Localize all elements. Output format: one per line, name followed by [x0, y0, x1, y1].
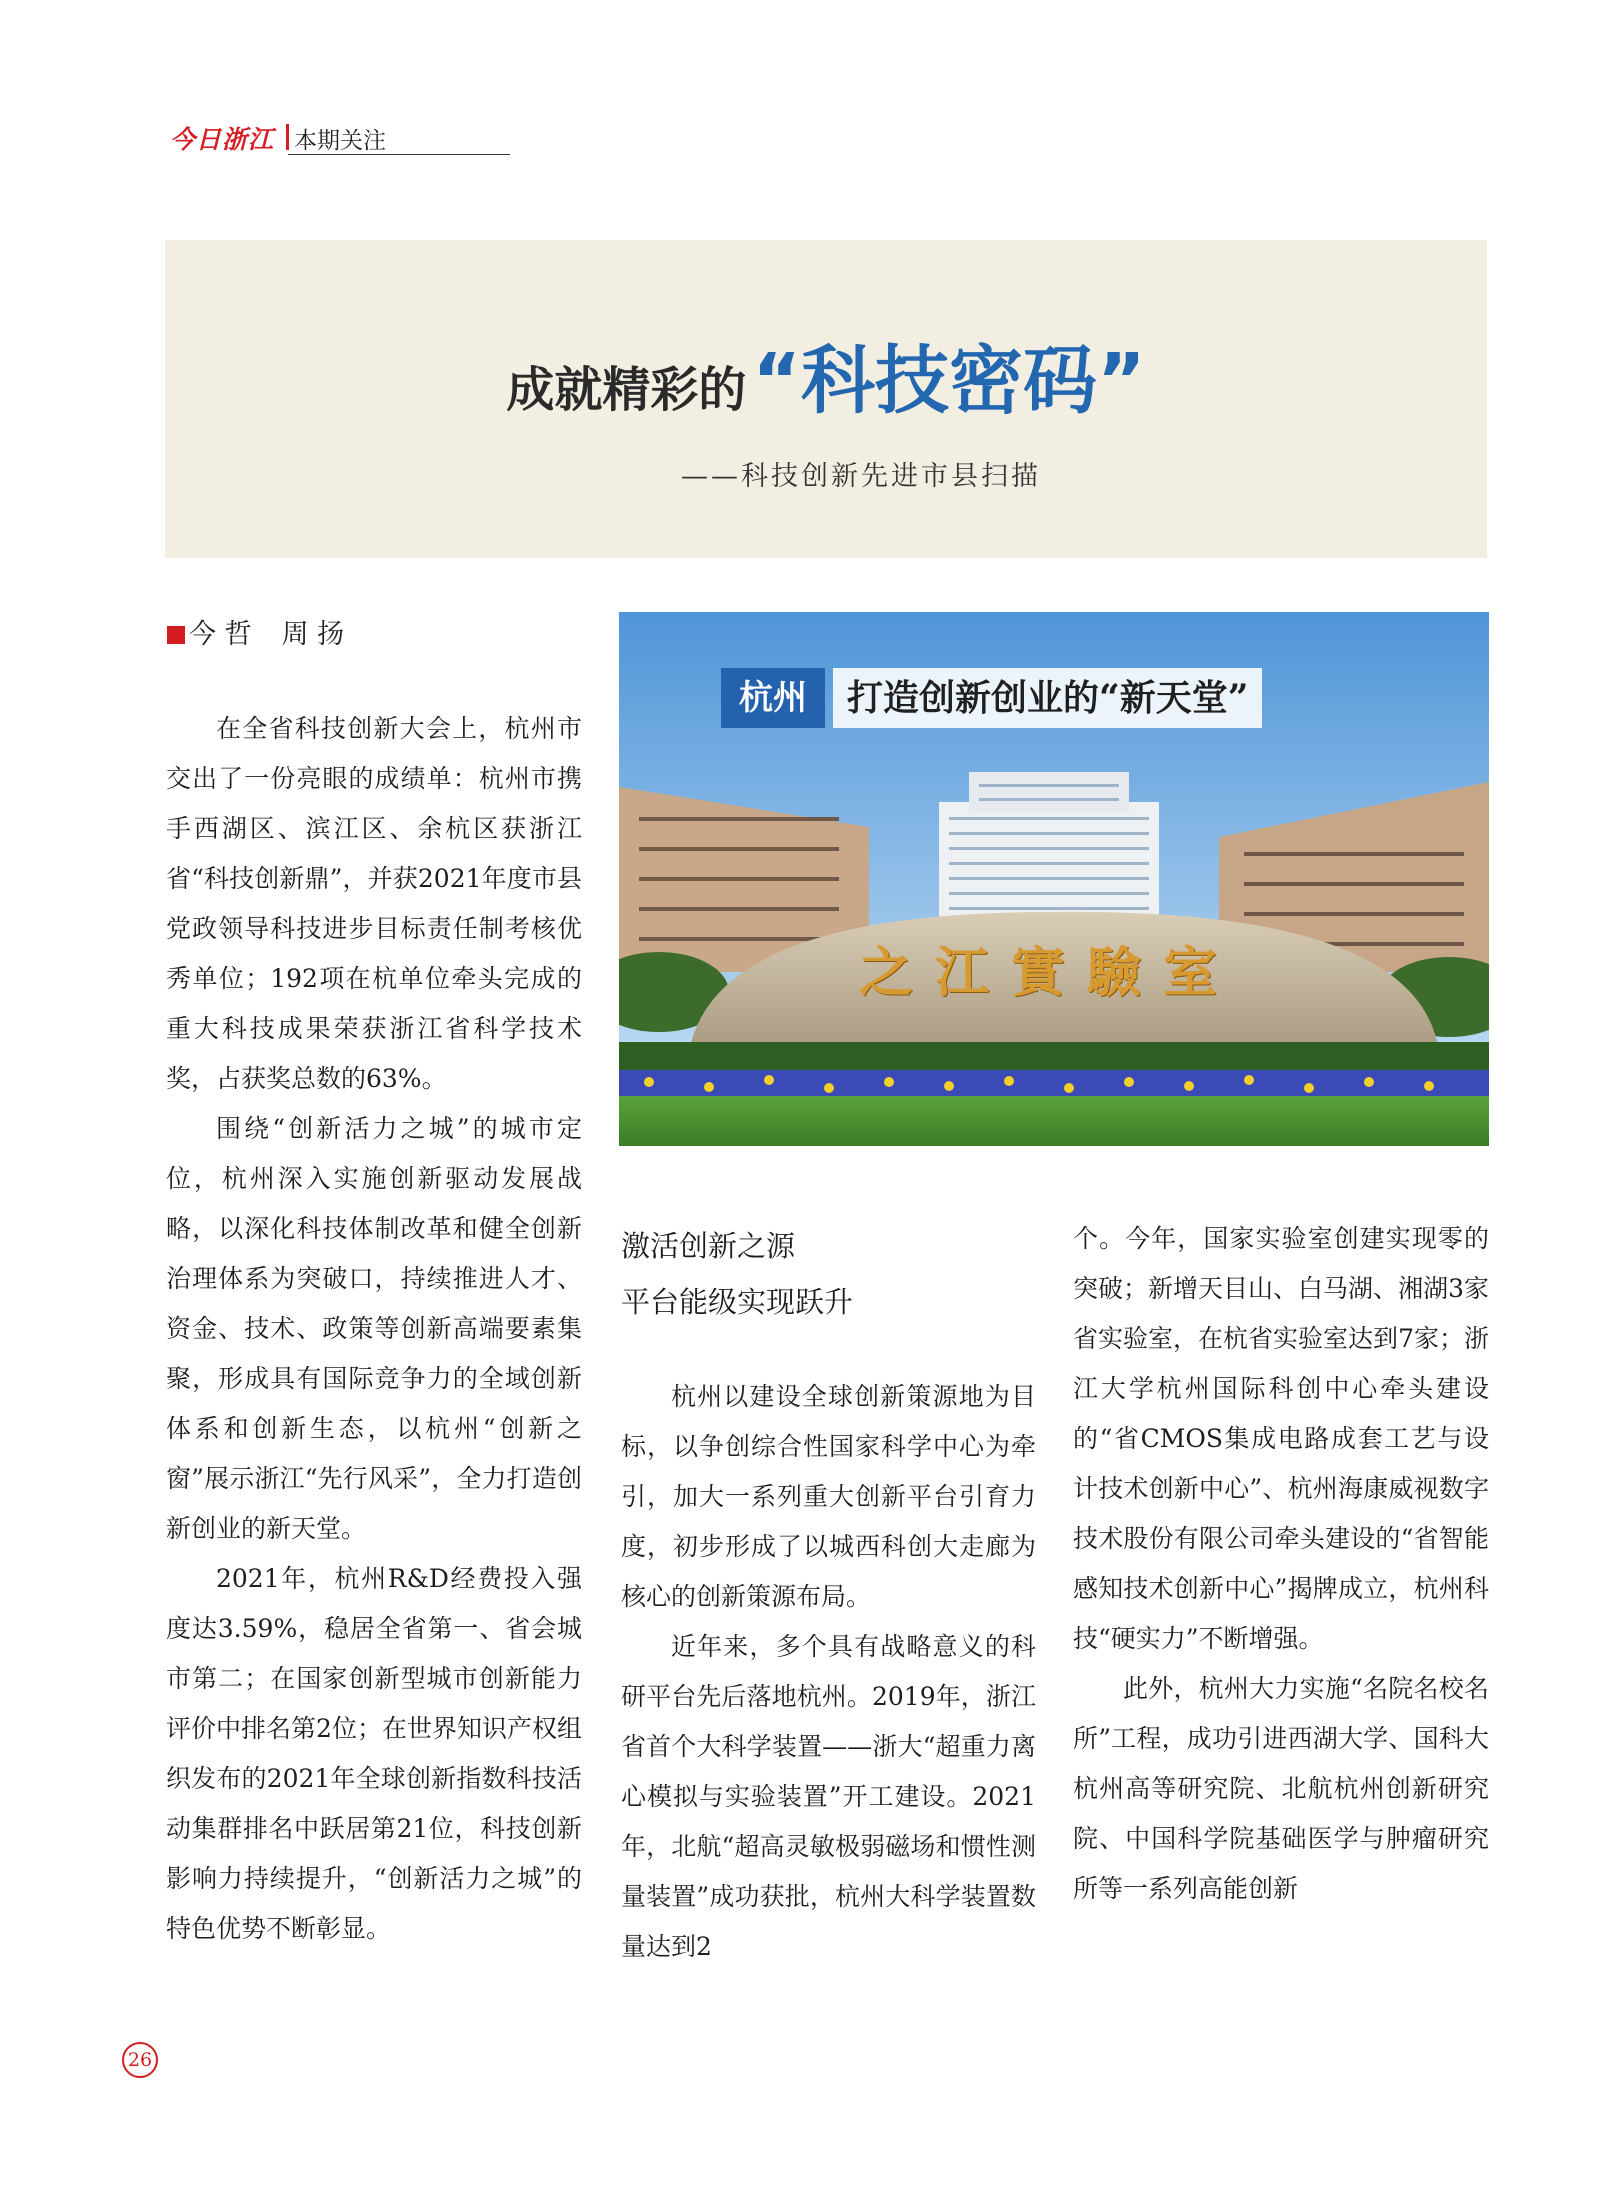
article-title — [165, 322, 1487, 428]
paragraph: 围绕“创新活力之城”的城市定位，杭州深入实施创新驱动发展战略，以深化科技体制改革和健全创新治理体系为突破口，持续推进人才、资金、技术、政策等创新高端要素集聚，形成具有国际竞争力的全域创新体系和创新生态，以杭州“创新之窗”展示浙江“先行风采”，全力打造创新创业的新天堂。 — [166, 1114, 582, 1543]
page-number: 26 — [122, 2042, 158, 2078]
photo-caption — [721, 668, 1262, 728]
caption-text: 打造创新创业的“新天堂” — [833, 668, 1262, 728]
author-name: 今 哲 — [189, 619, 252, 650]
author-name: 周 扬 — [281, 619, 345, 650]
byline — [167, 612, 344, 651]
masthead — [170, 118, 510, 158]
section-heading-line: 激活创新之源 — [621, 1229, 796, 1263]
paragraph: 在全省科技创新大会上，杭州市交出了一份亮眼的成绩单：杭州市携手西湖区、滨江区、余杭区获浙江省“科技创新鼎”，并获2021年度市县党政领导科技进步目标责任制考核优秀单位；192项在杭单位牵头完成的重大科技成果荣获浙江省科学技术奖，占获奖总数的63%。 — [166, 714, 582, 1093]
paragraph: 此外，杭州大力实施“名院名校名所”工程，成功引进西湖大学、国科大杭州高等研究院、北航杭州创新研究院、中国科学院基础医学与肿瘤研究所等一系列高能创新 — [1073, 1674, 1489, 1903]
paragraph: 近年来，多个具有战略意义的科研平台先后落地杭州。2019年，浙江省首个大科学装置——浙大“超重力离心模拟与实验装置”开工建设。2021年，北航“超高灵敏极弱磁场和惯性测量装置”成功获批，杭州大科学装置数量达到2 — [621, 1632, 1036, 1961]
paragraph: 杭州以建设全球创新策源地为目标，以争创综合性国家科学中心为牵引，加大一系列重大创新平台引育力度，初步形成了以城西科创大走廊为核心的创新策源布局。 — [621, 1382, 1036, 1611]
article-subtitle: ——科技创新先进市县扫描 — [681, 461, 1041, 492]
article-column-2 — [621, 1372, 1036, 1972]
stone-inscription: 之江實驗室 — [859, 940, 1239, 1004]
title-block — [165, 240, 1487, 558]
paragraph: 个。今年，国家实验室创建实现零的突破；新增天目山、白马湖、湘湖3家省实验室，在杭省实验室达到7家；浙江大学杭州国际科创中心牵头建设的“省CMOS集成电路成套工艺与设计技术创新中心”、杭州海康威视数字技术股份有限公司牵头建设的“省智能感知技术创新中心”揭牌成立，杭州科技“硬实力”不断增强。 — [1073, 1224, 1489, 1653]
magazine-logo: 今日浙江 — [170, 125, 275, 154]
article-column-1 — [166, 704, 582, 1954]
section-label: 本期关注 — [294, 128, 386, 154]
section-heading — [621, 1218, 853, 1330]
article-column-3 — [1073, 1214, 1489, 1914]
section-heading-line: 平台能级实现跃升 — [621, 1285, 854, 1319]
masthead-rule — [288, 154, 510, 155]
caption-city: 杭州 — [721, 668, 825, 728]
masthead-separator — [286, 124, 289, 150]
paragraph: 2021年，杭州R&D经费投入强度达3.59%，稳居全省第一、省会城市第二；在国家创新型城市创新能力评价中排名第2位；在世界知识产权组织发布的2021年全球创新指数科技活动集群排名中跃居第21位，科技创新影响力持续提升，“创新活力之城”的特色优势不断彰显。 — [166, 1564, 582, 1943]
title-keyword: “科技密码” — [752, 338, 1146, 424]
title-lead: 成就精彩的 — [506, 362, 747, 418]
byline-marker-icon — [167, 626, 185, 644]
feature-photo — [619, 612, 1489, 1146]
